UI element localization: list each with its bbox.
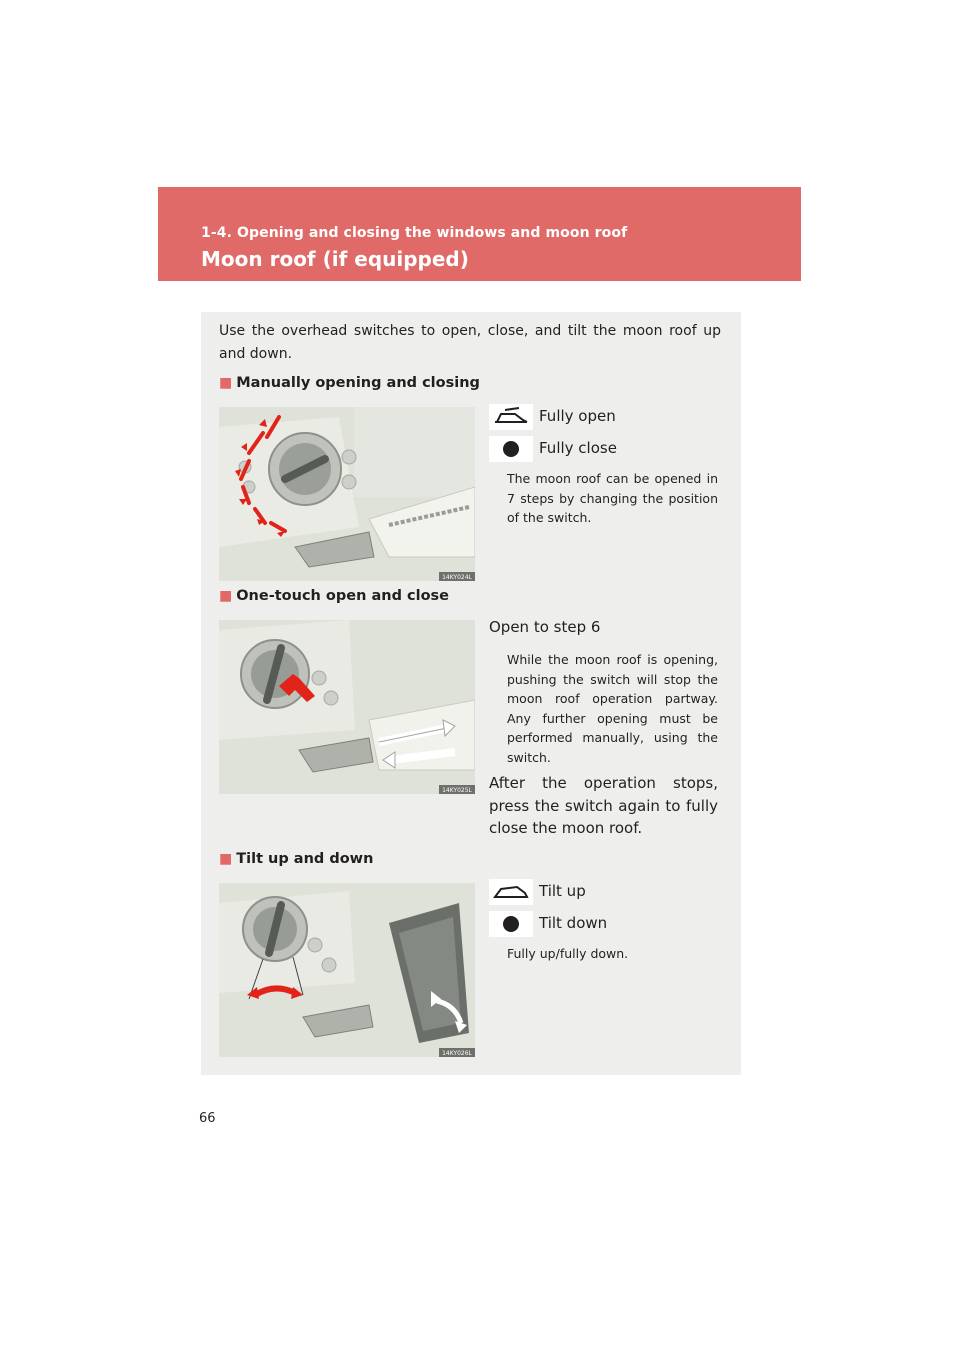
car-roof-open-icon (489, 404, 533, 430)
page-number: 66 (199, 1111, 216, 1126)
body-fully-close: After the operation stops, press the switch again to fully close the moon roof. (489, 774, 718, 837)
image-code-label: 14KY026L (442, 1050, 472, 1057)
square-bullet-icon: ■ (219, 375, 233, 391)
photo-one-touch-switch (219, 620, 475, 794)
page-title: Moon roof (if equipped) (201, 247, 469, 271)
page-header (158, 187, 801, 281)
filled-circle-icon (489, 436, 533, 462)
section-heading-manual: ■ Manually opening and closing (219, 375, 480, 391)
section-heading-tilt: ■ Tilt up and down (219, 851, 374, 867)
content-panel: Use the overhead switches to open, close, and tilt the moon roof up and down. ■ Manually opening and closing 14KY024L Fully open Fully close The moon roof can be opened in 7 steps by changing the position of the switch. ■ One-touch open and close 14KY025L Open to step 6 While the moon roof is opening, pushing the switch will stop the moon roof operation partway. Any further opening must be performed manually, using the switch. After the operation stops, press the switch again to fully close the moon roof. ■ Tilt up and down 14KY026L Tilt up Tilt down Fully up/fully down. (201, 312, 741, 1075)
section-label: 1-4. Opening and closing the windows and moon roof (201, 225, 628, 241)
lead-open-to-step-6: Open to step 6 (489, 618, 601, 636)
image-code-label: 14KY025L (442, 787, 472, 794)
square-bullet-icon: ■ (219, 851, 233, 867)
note-tilt: Fully up/fully down. (507, 946, 629, 961)
image-code-label: 14KY024L (442, 574, 472, 581)
photo-manual-switch (219, 407, 475, 581)
photo-tilt-switch (219, 883, 475, 1057)
section-heading-one-touch: ■ One-touch open and close (219, 588, 449, 604)
note-manual: The moon roof can be opened in 7 steps by changing the position of the switch. (507, 471, 718, 525)
car-roof-tilt-icon (489, 879, 533, 905)
filled-circle-icon (489, 911, 533, 937)
square-bullet-icon: ■ (219, 588, 233, 604)
intro-text: Use the overhead switches to open, close, and tilt the moon roof up and down. (219, 323, 721, 362)
note-one-touch: While the moon roof is opening, pushing the switch will stop the moon roof operation partway. Any further opening must be performed manually, using the switch. (507, 652, 718, 765)
